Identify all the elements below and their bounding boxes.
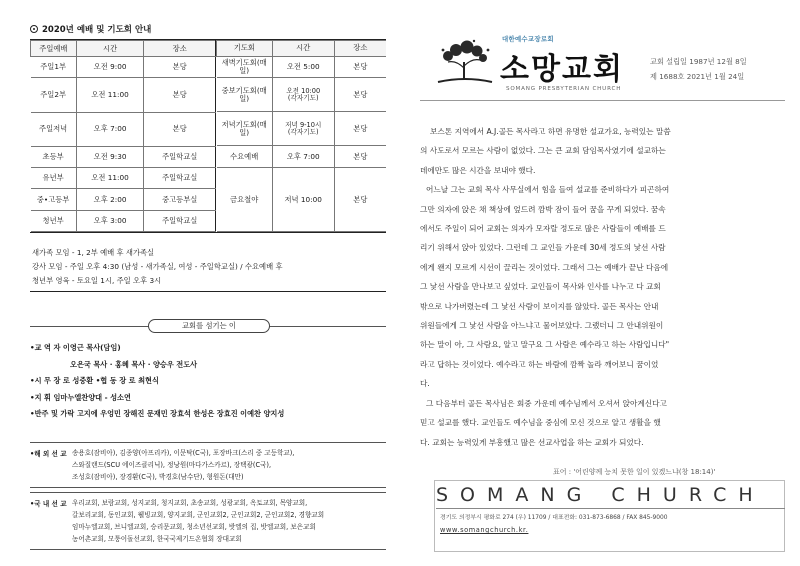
- overseas-missions: [30, 442, 386, 488]
- bullet-icon: [30, 25, 38, 33]
- staff-line: •교 역 자 이영근 목사(담임): [30, 343, 121, 352]
- staff-line: •지 휘 임마누엘찬양대 - 성소연: [30, 392, 131, 402]
- staff-line: 오은국 목사 · 홍혜 목사 · 양승우 전도사: [70, 359, 198, 369]
- service-name: 주일1부: [31, 57, 77, 78]
- service-time: 오전 11:00: [76, 78, 144, 112]
- staff-heading-label: 교회를 섬기는 이: [148, 319, 270, 333]
- table-row: [31, 168, 216, 189]
- prayer-time-note: (각자기도): [287, 93, 319, 102]
- article-line: 그 낯선 사람을 만나보고 싶었다. 교인들이 목사와 인사를 나누고 다 교회: [420, 282, 661, 292]
- article-line: 하는 말이 아, 그 사람요, 알고 말구요 그 사람은 예수라고 하는 사람입니다": [420, 340, 670, 350]
- table-row: [31, 210, 216, 231]
- service-time: 오전 9:00: [76, 57, 144, 78]
- source-quote: 표어 : '어린양께 능치 못한 일이 있겠느냐(창 18:14)': [553, 468, 716, 476]
- article-line: 에게 왠지 모르게 시선이 끌리는 것이었다. 그래서 그는 예배가 끝난 다음에: [420, 262, 669, 272]
- table-row: [31, 57, 216, 78]
- article-line: 밖으로 나가버렸는데 그 낯선 사람이 보이지를 않았다. 골든 목사는 안내: [420, 301, 659, 311]
- staff-list: [30, 340, 386, 423]
- service-name: 청년부: [31, 210, 77, 231]
- right-column: [420, 22, 785, 552]
- notice-line: 강사 모임 - 주일 오후 4:30 (남성 - 새가족실, 여성 - 주일학교실) / 수요예배 후: [32, 262, 283, 271]
- staff-line: •시 무 장 로 성중환 •협 동 장 로 최현식: [30, 376, 159, 385]
- worship-table: [30, 40, 216, 232]
- service-place: 본당: [144, 78, 216, 112]
- table-header: 장소: [144, 41, 216, 57]
- prayer-name: 새벽기도회(매일): [217, 57, 273, 78]
- service-name: 유년부: [31, 168, 77, 189]
- service-time: 오전 11:00: [76, 168, 144, 189]
- service-place: 본당: [144, 112, 216, 146]
- prayer-time: 오전 10:00: [286, 86, 321, 95]
- table-header: 기도회: [217, 41, 273, 57]
- issue-number: 제 1688호 2021년 1월 24일: [650, 72, 745, 81]
- prayer-place: 본당: [334, 168, 386, 232]
- service-place: 주일학교실: [144, 146, 216, 167]
- table-header: 주일예배: [31, 41, 77, 57]
- mission-line: 우리교회, 보람교회, 성지교회, 청지교회, 초송교회, 성광교회, 옥토교회, 목양교회,: [72, 499, 308, 507]
- table-header: 장소: [334, 41, 386, 57]
- article-line: 그만 의자에 앉은 채 책상에 엎드려 깜박 잠이 들어 꿈을 꾸게 되었다. 꿈속: [420, 204, 666, 214]
- article-line: 에서도 주일이 되어 교회는 의자가 모자랄 정도로 많은 사람들이 예배를 드: [420, 224, 666, 234]
- service-name: 주일저녁: [31, 112, 77, 146]
- table-row: [31, 146, 216, 167]
- mission-line: 임마누엘교회, 브니엘교회, 승리문교회, 청소년선교회, 밧엘의 집, 밧엘교회, 보은교회: [72, 523, 316, 531]
- mission-line: 조성호(잠비아), 장경환(C국), 박경호(남수단), 형원돈(대만): [72, 473, 244, 481]
- domestic-missions: [30, 492, 386, 550]
- service-time: 오후 7:00: [76, 112, 144, 146]
- article-line: 어느날 그는 교회 목사 사무실에서 힘을 들여 설교를 준비하다가 피곤하여: [426, 185, 670, 195]
- prayer-name: 금요철야: [217, 168, 273, 232]
- table-header: 시간: [272, 41, 334, 57]
- footer-address: 경기도 의정부시 평화로 274 (우) 11709 / 대표전화: 031-873-6868 / FAX 845-9000: [440, 515, 668, 521]
- prayer-time-note: (각자기도): [287, 127, 319, 136]
- prayer-place: 본당: [334, 146, 386, 168]
- prayer-time: 저녁 9-10시: [285, 120, 322, 129]
- table-row: [31, 78, 216, 112]
- article-line: 리기 위해서 앉아 있었다. 그런데 그 교인들 가운데 30세 정도의 낯선 사람: [420, 243, 666, 253]
- tree-logo-icon: [434, 38, 496, 86]
- meeting-notice: [30, 244, 386, 292]
- mission-line: 농어촌교회, 모퉁이돌선교회, 한국국제기드온협회 장대교회: [72, 535, 242, 543]
- table-row: [217, 168, 387, 232]
- notice-line: 새가족 모임 - 1, 2부 예배 후 새가족실: [32, 248, 155, 257]
- table-row: [217, 112, 387, 146]
- schedule-title: 2020년 예배 및 기도회 안내: [42, 25, 152, 35]
- mission-line: 스와질랜드(SCU 에이즈클리닉), 정낭원(마다가스카르), 장택광(C국),: [72, 461, 272, 469]
- table-row: [31, 112, 216, 146]
- prayer-name: 중보기도회(매일): [217, 78, 273, 112]
- service-place: 중고등부실: [144, 189, 216, 210]
- service-name: 초등부: [31, 146, 77, 167]
- footer-brand: SOMANG CHURCH: [436, 484, 765, 506]
- service-place: 본당: [144, 57, 216, 78]
- article-line: 의 사도로서 모르는 사람이 없었다. 그는 큰 교회 담임목사였기에 설교하는: [420, 146, 666, 156]
- article-line: 다. 교회는 능력있게 부흥했고 많은 선교사업을 하는 교회가 되었다.: [420, 437, 644, 447]
- staff-heading: [30, 319, 386, 333]
- article-line: 위원들에게 그 낯선 사람을 아느냐고 물어보았다. 그랬더니 그 안내위원이: [420, 321, 664, 331]
- denomination-tagline: 대한예수교장로회: [502, 35, 554, 43]
- divider: [436, 508, 785, 509]
- article-line: 다.: [420, 379, 430, 389]
- article-line: 그 다음부터 골든 목사님은 회중 가운데 예수님께서 오셔서 앉아계신다고: [426, 398, 667, 408]
- masthead: [420, 22, 785, 100]
- prayer-time-cell: [272, 78, 334, 112]
- mission-line: 갈보리교회, 동인교회, 웰빙교회, 양지교회, 군인교회2, 군인교회2, 군인교회2, 경향교회: [72, 511, 325, 519]
- footer-website-link[interactable]: www.somangchurch.kr.: [440, 526, 529, 534]
- service-time: 오후 3:00: [76, 210, 144, 231]
- prayer-table: [216, 40, 386, 232]
- prayer-place: 본당: [334, 112, 386, 146]
- service-name: 주일2부: [31, 78, 77, 112]
- founded-date: 교회 설립일 1987년 12월 8일: [650, 57, 747, 66]
- left-column: [30, 22, 386, 552]
- service-place: 주일학교실: [144, 210, 216, 231]
- prayer-time-cell: [272, 112, 334, 146]
- article-line: 믿고 설교를 했다. 교인들도 예수님을 중심에 모신 것으로 알고 생활을 했: [420, 418, 661, 428]
- table-row: [217, 78, 387, 112]
- church-title: 소망교회: [500, 52, 624, 87]
- issue-info: [650, 54, 747, 84]
- church-subtitle: SOMANG PRESBYTERIAN CHURCH: [506, 86, 622, 92]
- mission-label: •해 외 선 교: [30, 450, 67, 458]
- prayer-place: 본당: [334, 78, 386, 112]
- prayer-time: 오전 5:00: [272, 57, 334, 78]
- prayer-place: 본당: [334, 57, 386, 78]
- article: [420, 122, 776, 452]
- staff-line: •반주 및 가락 고지에 우엉민 장해진 문재민 장효석 한성은 장효진 이예찬 양지성: [30, 409, 285, 418]
- divider: [420, 100, 785, 101]
- table-row: [217, 57, 387, 78]
- notice-line: 청년부 영육 - 토요일 1시, 주일 오후 3시: [32, 276, 162, 285]
- service-name: 중•고등부: [31, 189, 77, 210]
- schedule-tables: [30, 39, 386, 233]
- prayer-name: 수요예배: [217, 146, 273, 168]
- mission-line: 송용호(잠비아), 김종양(아프리카), 이문탁(C국), 포장바크(스리 중 고등학교),: [72, 449, 295, 457]
- schedule-heading: [30, 22, 386, 36]
- service-time: 오전 9:30: [76, 146, 144, 167]
- article-line: 데에만도 많은 시간을 보내야 했다.: [420, 165, 536, 175]
- prayer-name: 저녁기도회(매일): [217, 112, 273, 146]
- service-time: 오후 2:00: [76, 189, 144, 210]
- prayer-time: 오후 7:00: [272, 146, 334, 168]
- article-line: 보스톤 지역에서 A.J.골든 목사라고 하면 유명한 설교가요, 능력있는 말씀: [430, 127, 671, 136]
- article-line: 라고 답하는 것이었다. 예수라고 하는 바람에 깜짝 놀라 깨어보니 꿈이었: [420, 359, 659, 369]
- prayer-time: 저녁 10:00: [272, 168, 334, 232]
- table-row: [31, 189, 216, 210]
- table-header: 시간: [76, 41, 144, 57]
- mission-label: •국 내 선 교: [30, 500, 67, 508]
- table-row: [217, 146, 387, 168]
- service-place: 주일학교실: [144, 168, 216, 189]
